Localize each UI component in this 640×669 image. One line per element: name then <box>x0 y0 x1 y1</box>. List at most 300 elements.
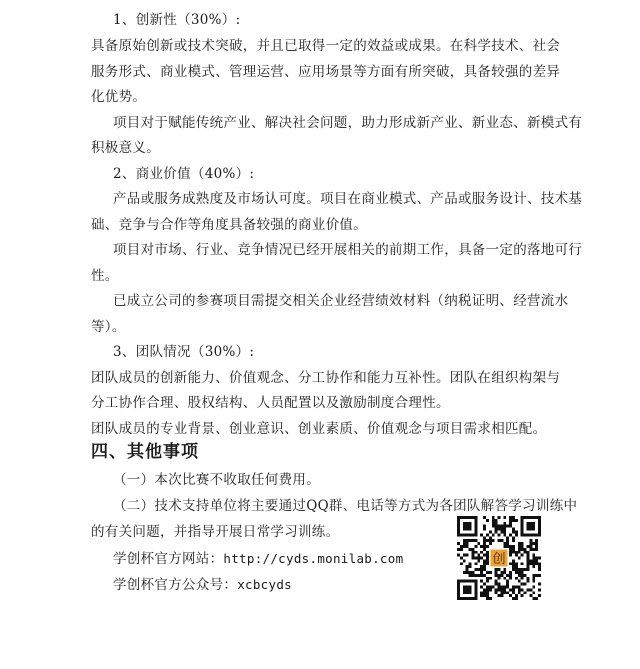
qr-module <box>489 536 492 539</box>
qr-module <box>535 557 538 560</box>
qr-module <box>480 568 483 571</box>
other-item-1: （一）本次比赛不收取任何费用。 <box>113 472 320 488</box>
qr-module <box>486 519 489 522</box>
qr-module <box>529 588 532 591</box>
wechat-label: 学创杯官方公众号： <box>113 577 238 593</box>
qr-module <box>477 559 480 562</box>
qr-module <box>500 530 503 533</box>
qr-module <box>521 594 524 597</box>
qr-module <box>521 588 524 591</box>
qr-module <box>489 539 492 542</box>
qr-module <box>535 539 538 542</box>
qr-module <box>492 533 495 536</box>
qr-module <box>483 588 486 591</box>
section-title-team: 3、团队情况（30%）: <box>113 344 255 360</box>
qr-module <box>503 516 506 519</box>
qr-module <box>532 591 535 594</box>
qr-module <box>532 565 535 568</box>
qr-module <box>529 562 532 565</box>
paragraph-line: 化优势。 <box>91 89 147 105</box>
qr-module <box>515 586 518 589</box>
qr-module <box>512 551 515 554</box>
qr-module <box>515 577 518 580</box>
qr-module <box>506 580 509 583</box>
wechat-id: xcbcyds <box>237 577 292 592</box>
qr-module <box>483 542 486 545</box>
qr-module <box>471 557 474 560</box>
qr-module <box>495 522 498 525</box>
qr-module <box>483 545 486 548</box>
qr-module <box>521 545 524 548</box>
qr-logo-text: 创 <box>492 552 506 568</box>
qr-module <box>518 591 521 594</box>
qr-module <box>521 568 524 571</box>
qr-module <box>503 522 506 525</box>
qr-module <box>477 554 480 557</box>
qr-module <box>518 551 521 554</box>
qr-module <box>527 562 530 565</box>
qr-module <box>466 568 469 571</box>
qr-module <box>518 545 521 548</box>
qr-module <box>515 565 518 568</box>
qr-module <box>509 588 512 591</box>
qr-module <box>529 548 532 551</box>
qr-module <box>489 571 492 574</box>
qr-module <box>480 580 483 583</box>
qr-module <box>495 588 498 591</box>
qr-module <box>532 562 535 565</box>
qr-module <box>480 565 483 568</box>
qr-module <box>469 548 472 551</box>
qr-module <box>492 522 495 525</box>
qr-module <box>495 591 498 594</box>
qr-module <box>495 571 498 574</box>
other-item-2-line-1: （二）技术支持单位将主要通过QQ群、电话等方式为各团队解答学习训练中 <box>113 498 578 514</box>
paragraph-line: 础、竞争与合作等角度具备较强的商业价值。 <box>91 217 367 233</box>
qr-module <box>521 583 524 586</box>
qr-module <box>457 548 460 551</box>
qr-module <box>521 548 524 551</box>
qr-module <box>500 528 503 531</box>
qr-module <box>466 565 469 568</box>
qr-module <box>515 554 518 557</box>
qr-module <box>486 554 489 557</box>
qr-module <box>486 562 489 565</box>
qr-module <box>495 525 498 528</box>
qr-module <box>518 586 521 589</box>
qr-module <box>512 548 515 551</box>
qr-module <box>466 554 469 557</box>
qr-module <box>474 539 477 542</box>
qr-module <box>512 519 515 522</box>
qr-module <box>498 577 501 580</box>
qr-module <box>506 574 509 577</box>
qr-module <box>471 571 474 574</box>
qr-module <box>532 548 535 551</box>
qr-code[interactable] <box>457 516 541 600</box>
qr-module <box>529 594 532 597</box>
qr-module <box>498 528 501 531</box>
qr-module <box>538 574 541 577</box>
qr-module <box>486 559 489 562</box>
qr-module <box>500 571 503 574</box>
qr-module <box>535 548 538 551</box>
qr-module <box>518 568 521 571</box>
qr-module <box>506 545 509 548</box>
qr-module <box>500 525 503 528</box>
paragraph-line: 团队成员的专业背景、创业意识、创业素质、价值观念与项目需求相匹配。 <box>91 421 547 437</box>
qr-module <box>515 533 518 536</box>
qr-module <box>483 539 486 542</box>
paragraph-line: 服务形式、商业模式、管理运营、应用场景等方面有所突破，具备较强的差异 <box>91 64 561 80</box>
qr-module <box>506 536 509 539</box>
qr-module <box>471 551 474 554</box>
qr-module <box>521 577 524 580</box>
paragraph-line: 已成立公司的参赛项目需提交相关企业经营绩效材料（纳税证明、经营流水 <box>113 293 569 309</box>
qr-module <box>532 542 535 545</box>
qr-module <box>483 548 486 551</box>
other-item-2-line-2: 的有关问题，并指导开展日常学习训练。 <box>91 524 340 540</box>
qr-module <box>463 542 466 545</box>
qr-module <box>503 533 506 536</box>
qr-module <box>518 557 521 560</box>
qr-module <box>492 539 495 542</box>
qr-module <box>500 586 503 589</box>
qr-module <box>509 522 512 525</box>
section-title-innovation: 1、创新性（30%）: <box>113 12 241 28</box>
qr-module <box>460 545 463 548</box>
qr-module <box>518 574 521 577</box>
qr-module <box>538 565 541 568</box>
paragraph-line: 项目对于赋能传统产业、解决社会问题，助力形成新产业、新业态、新模式有 <box>113 115 583 131</box>
qr-module <box>506 525 509 528</box>
qr-module <box>469 565 472 568</box>
qr-module <box>518 542 521 545</box>
qr-module <box>509 574 512 577</box>
qr-module <box>480 591 483 594</box>
qr-module <box>477 568 480 571</box>
qr-module <box>524 548 527 551</box>
wechat-line <box>113 576 292 594</box>
qr-module <box>524 583 527 586</box>
qr-module <box>483 594 486 597</box>
qr-module <box>509 551 512 554</box>
qr-module <box>518 588 521 591</box>
qr-module <box>512 565 515 568</box>
qr-module <box>463 554 466 557</box>
section-title-commercial-value: 2、商业价值（40%）: <box>113 166 255 182</box>
qr-module <box>515 597 518 600</box>
qr-module <box>527 580 530 583</box>
qr-module <box>503 571 506 574</box>
qr-module <box>532 554 535 557</box>
qr-module <box>529 539 532 542</box>
qr-module <box>527 551 530 554</box>
qr-module <box>498 574 501 577</box>
qr-module <box>515 594 518 597</box>
qr-module <box>483 591 486 594</box>
qr-module <box>492 525 495 528</box>
qr-module <box>509 516 512 519</box>
qr-module <box>480 594 483 597</box>
qr-module <box>509 571 512 574</box>
paragraph-line: 产品或服务成熟度及市场认可度。项目在商业模式、产品或服务设计、技术基 <box>113 191 583 207</box>
qr-module <box>518 580 521 583</box>
qr-module <box>503 542 506 545</box>
qr-module <box>495 568 498 571</box>
qr-module <box>483 574 486 577</box>
qr-module <box>509 548 512 551</box>
qr-module <box>509 533 512 536</box>
qr-module <box>503 586 506 589</box>
qr-module <box>521 574 524 577</box>
qr-module <box>527 565 530 568</box>
qr-module <box>492 516 495 519</box>
qr-module <box>469 539 472 542</box>
paragraph-line: 积极意义。 <box>91 140 160 156</box>
qr-module <box>498 568 501 571</box>
qr-module <box>483 583 486 586</box>
qr-module <box>489 597 492 600</box>
qr-module <box>483 536 486 539</box>
qr-module <box>474 551 477 554</box>
qr-module <box>521 562 524 565</box>
qr-module <box>471 548 474 551</box>
qr-module <box>483 516 486 519</box>
qr-module <box>498 588 501 591</box>
qr-module <box>466 545 469 548</box>
qr-module <box>460 548 463 551</box>
qr-module <box>535 597 538 600</box>
qr-module <box>538 557 541 560</box>
other-matters-heading: 四、其他事项 <box>91 442 199 462</box>
qr-module <box>486 588 489 591</box>
qr-module <box>474 574 477 577</box>
website-url[interactable]: http://cyds.monilab.com <box>223 551 404 566</box>
qr-module <box>512 586 515 589</box>
qr-module <box>500 594 503 597</box>
qr-module <box>512 530 515 533</box>
paragraph-line: 性。 <box>91 268 119 284</box>
qr-module <box>486 594 489 597</box>
qr-module <box>518 571 521 574</box>
website-label: 学创杯官方网站： <box>113 551 224 567</box>
qr-module <box>503 530 506 533</box>
qr-module <box>503 545 506 548</box>
qr-module <box>463 571 466 574</box>
qr-module <box>518 548 521 551</box>
qr-module <box>474 545 477 548</box>
qr-module <box>500 591 503 594</box>
qr-module <box>538 562 541 565</box>
qr-module <box>480 574 483 577</box>
qr-module <box>466 542 469 545</box>
qr-module <box>498 539 501 542</box>
qr-module <box>483 565 486 568</box>
qr-module <box>512 568 515 571</box>
qr-module <box>486 539 489 542</box>
qr-module <box>489 588 492 591</box>
qr-module <box>457 554 460 557</box>
qr-module <box>486 597 489 600</box>
qr-module <box>480 551 483 554</box>
qr-module <box>535 562 538 565</box>
qr-module <box>471 539 474 542</box>
qr-module <box>486 551 489 554</box>
qr-module <box>466 539 469 542</box>
qr-module <box>500 574 503 577</box>
qr-module <box>509 519 512 522</box>
qr-module <box>492 586 495 589</box>
qr-module <box>474 557 477 560</box>
qr-module <box>471 554 474 557</box>
qr-module <box>500 539 503 542</box>
qr-module <box>512 559 515 562</box>
qr-module <box>527 554 530 557</box>
qr-module <box>512 562 515 565</box>
paragraph-line: 等）。 <box>91 319 126 335</box>
qr-module <box>509 554 512 557</box>
qr-module <box>480 586 483 589</box>
qr-module <box>483 559 486 562</box>
qr-module <box>512 597 515 600</box>
qr-module <box>486 557 489 560</box>
qr-module <box>532 586 535 589</box>
qr-module <box>527 559 530 562</box>
qr-module <box>489 577 492 580</box>
qr-module <box>486 545 489 548</box>
qr-module <box>512 539 515 542</box>
qr-module <box>495 583 498 586</box>
qr-module <box>527 577 530 580</box>
qr-module <box>486 591 489 594</box>
qr-module <box>483 525 486 528</box>
qr-module <box>469 574 472 577</box>
qr-module <box>463 545 466 548</box>
qr-module <box>480 557 483 560</box>
qr-module <box>515 568 518 571</box>
qr-module <box>495 519 498 522</box>
qr-module <box>512 528 515 531</box>
qr-module <box>527 557 530 560</box>
qr-module <box>538 568 541 571</box>
qr-module <box>457 542 460 545</box>
qr-code-image <box>457 516 541 600</box>
qr-module <box>515 530 518 533</box>
qr-module <box>509 594 512 597</box>
qr-module <box>506 542 509 545</box>
qr-module <box>512 536 515 539</box>
qr-module <box>495 528 498 531</box>
paragraph-line: 项目对市场、行业、竞争情况已经开展相关的前期工作，具备一定的落地可行 <box>113 242 583 258</box>
qr-module <box>503 568 506 571</box>
qr-module <box>538 594 541 597</box>
qr-module <box>532 580 535 583</box>
qr-module <box>474 562 477 565</box>
qr-module <box>489 586 492 589</box>
qr-module <box>463 559 466 562</box>
qr-module <box>515 571 518 574</box>
qr-module <box>480 571 483 574</box>
qr-module <box>486 580 489 583</box>
qr-module <box>515 551 518 554</box>
qr-module <box>489 530 492 533</box>
qr-module <box>512 588 515 591</box>
qr-module <box>498 586 501 589</box>
qr-module <box>524 551 527 554</box>
qr-module <box>529 545 532 548</box>
qr-module <box>483 562 486 565</box>
qr-module <box>503 591 506 594</box>
qr-module <box>480 533 483 536</box>
qr-module <box>529 542 532 545</box>
qr-module <box>469 562 472 565</box>
qr-module <box>521 542 524 545</box>
qr-module <box>521 554 524 557</box>
qr-module <box>509 525 512 528</box>
qr-module <box>498 516 501 519</box>
qr-module <box>474 568 477 571</box>
qr-module <box>512 516 515 519</box>
qr-module <box>469 571 472 574</box>
qr-module <box>532 597 535 600</box>
qr-module <box>503 577 506 580</box>
qr-module <box>535 542 538 545</box>
qr-module <box>506 586 509 589</box>
qr-module <box>471 574 474 577</box>
qr-module <box>483 528 486 531</box>
qr-module <box>460 557 463 560</box>
qr-module <box>486 586 489 589</box>
website-line <box>113 550 403 568</box>
qr-module <box>498 583 501 586</box>
qr-module <box>509 577 512 580</box>
qr-module <box>506 539 509 542</box>
qr-module <box>486 533 489 536</box>
qr-module <box>477 574 480 577</box>
qr-module <box>477 542 480 545</box>
qr-module <box>506 591 509 594</box>
qr-module <box>477 557 480 560</box>
qr-module <box>538 588 541 591</box>
qr-module <box>495 580 498 583</box>
qr-module <box>509 545 512 548</box>
paragraph-line: 团队成员的创新能力、价值观念、分工协作和能力互补性。团队在组织构架与 <box>91 370 561 386</box>
qr-module <box>524 574 527 577</box>
qr-module <box>535 574 538 577</box>
paragraph-line: 分工协作合理、股权结构、人员配置以及激励制度合理性。 <box>91 395 450 411</box>
qr-module <box>535 545 538 548</box>
qr-module <box>524 568 527 571</box>
qr-module <box>532 574 535 577</box>
qr-module <box>532 577 535 580</box>
qr-module <box>512 591 515 594</box>
qr-module <box>495 574 498 577</box>
qr-module <box>500 588 503 591</box>
qr-module <box>489 542 492 545</box>
qr-module <box>512 545 515 548</box>
paragraph-line: 具备原始创新或技术突破，并且已取得一定的效益或成果。在科学技术、社会 <box>91 38 561 54</box>
qr-module <box>515 519 518 522</box>
qr-module <box>524 591 527 594</box>
qr-module <box>498 525 501 528</box>
qr-module <box>495 530 498 533</box>
qr-module <box>498 594 501 597</box>
qr-module <box>515 562 518 565</box>
qr-module <box>486 571 489 574</box>
qr-module <box>480 545 483 548</box>
qr-module <box>460 562 463 565</box>
